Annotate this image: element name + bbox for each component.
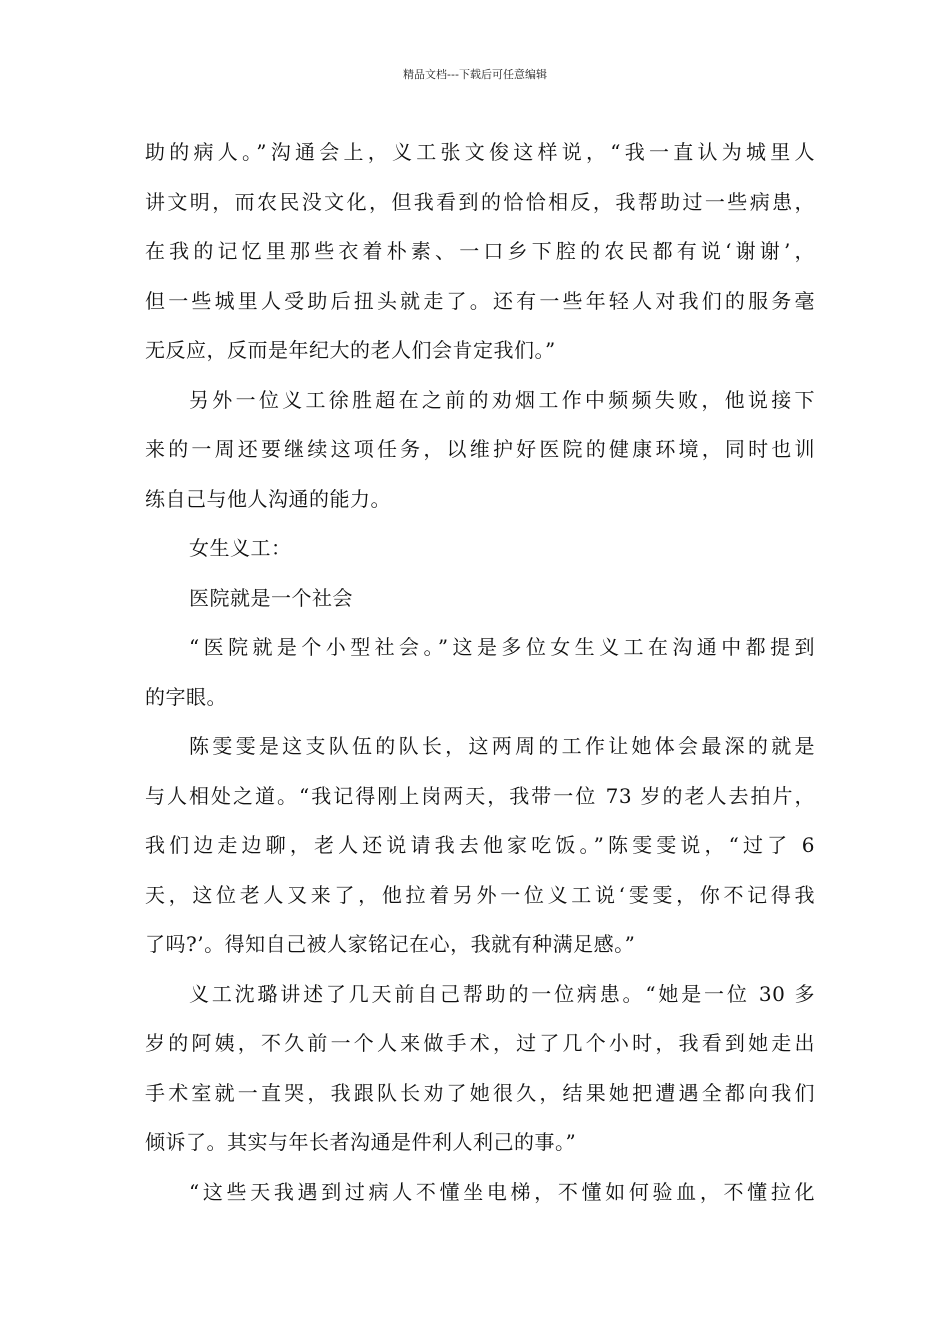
text-line: 来的一周还要继续这项任务，以维护好医院的健康环境，同时也训 [145,437,815,461]
text-line: 练自己与他人沟通的能力。 [145,486,391,511]
text-line: 岁的阿姨，不久前一个人来做手术，过了几个小时，我看到她走出 [145,1031,815,1055]
text-line: 医院就是一个社会 [189,585,353,610]
text-line: 义工沈璐讲述了几天前自己帮助的一位病患。“她是一位 30 多 [189,981,815,1006]
text-line: “这些天我遇到过病人不懂坐电梯，不懂如何验血，不懂拉化 [189,1179,815,1204]
text-line: 助的病人。”沟通会上，义工张文俊这样说，“我一直认为城里人 [145,140,815,164]
text-line: 的字眼。 [145,684,227,709]
text-line: 天，这位老人又来了，他拉着另外一位义工说‘雯雯，你不记得我 [145,882,815,907]
text-line: 手术室就一直哭，我跟队长劝了她很久，结果她把遭遇全都向我们 [145,1080,815,1105]
body-text [145,128,815,1217]
page-header: 精品文档---下载后可任意编辑 [403,68,547,81]
text-line: 陈雯雯是这支队伍的队长，这两周的工作让她体会最深的就是 [189,734,815,758]
text-line: 在我的记忆里那些衣着朴素、一口乡下腔的农民都有说‘谢谢’， [145,239,815,263]
text-line: “医院就是个小型社会。”这是多位女生义工在沟通中都提到 [189,635,815,659]
text-line: 与人相处之道。“我记得刚上岗两天，我带一位 73 岁的老人去拍片， [145,783,815,808]
text-line: 了吗?’。得知自己被人家铭记在心，我就有种满足感。” [145,932,636,956]
text-line: 讲文明，而农民没文化，但我看到的恰恰相反，我帮助过一些病患， [145,189,815,214]
text-line: 但一些城里人受助后扭头就走了。还有一些年轻人对我们的服务毫 [145,288,815,313]
text-line: 女生义工： [189,536,292,560]
text-line: 另外一位义工徐胜超在之前的劝烟工作中频频失败，他说接下 [189,387,815,412]
text-line: 我们边走边聊，老人还说请我去他家吃饭。”陈雯雯说，“过了 6 [145,833,815,857]
text-line: 倾诉了。其实与年长者沟通是件利人利己的事。” [145,1130,577,1154]
text-line: 无反应，反而是年纪大的老人们会肯定我们。” [145,338,556,362]
